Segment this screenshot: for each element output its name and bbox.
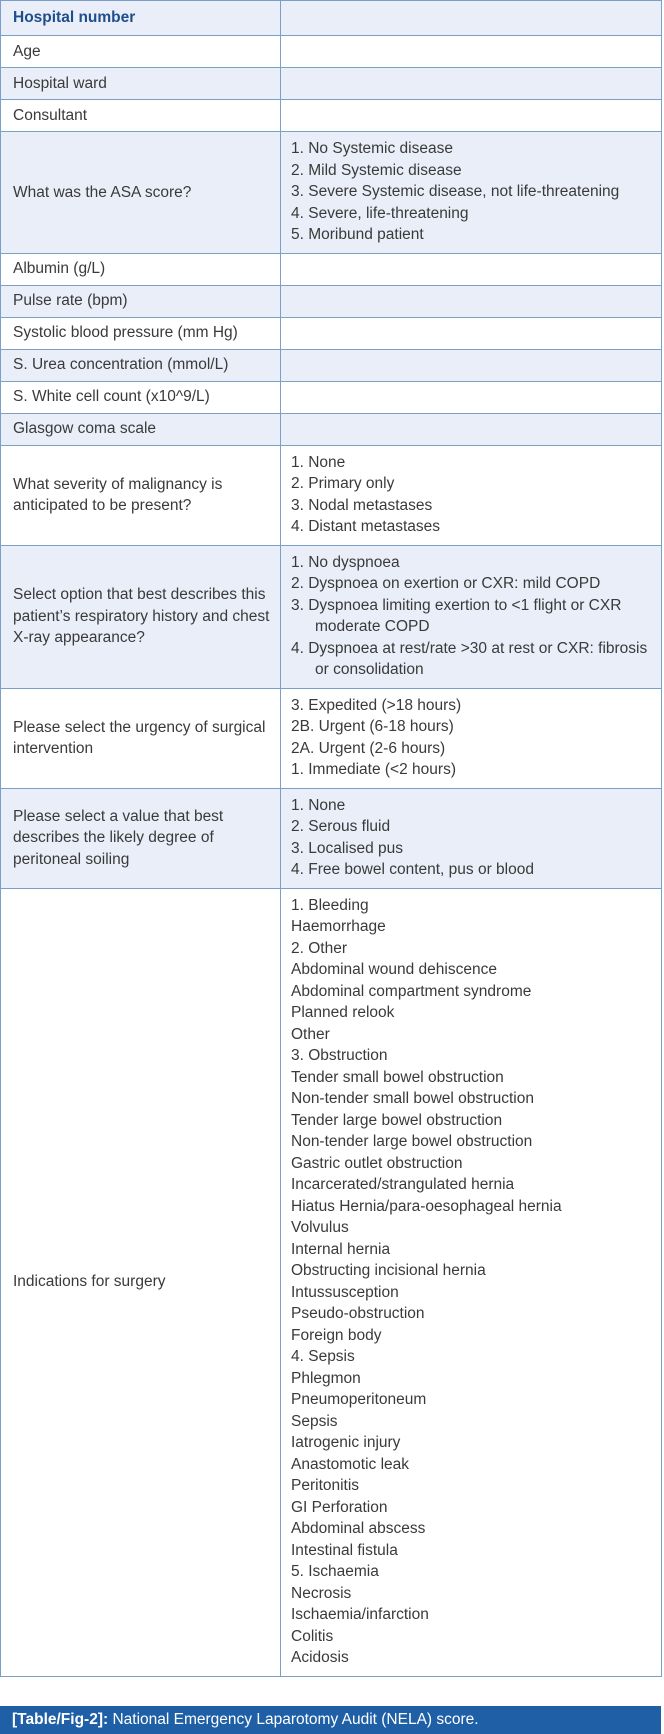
table-row xyxy=(1,545,662,688)
option-item: 2A. Urgent (2-6 hours) xyxy=(291,739,446,757)
option-item: Abdominal abscess xyxy=(291,1520,426,1537)
option-item: 5. Ischaemia xyxy=(291,1563,379,1580)
option-item: Non-tender small bowel obstruction xyxy=(291,1090,534,1107)
row-options xyxy=(281,688,662,788)
option-item: Abdominal compartment syndrome xyxy=(291,982,532,1000)
table-row xyxy=(1,349,662,381)
table-row xyxy=(1,317,662,349)
row-value xyxy=(281,36,662,68)
option-item: Peritonitis xyxy=(291,1477,360,1494)
table-row xyxy=(1,285,662,317)
table-row xyxy=(1,100,662,132)
option-item: Phlegmon xyxy=(291,1369,361,1387)
option-item: 1. No Systemic disease xyxy=(291,140,453,157)
header-label: Hospital number xyxy=(1,1,281,36)
table-row xyxy=(1,253,662,285)
option-item: Internal hernia xyxy=(291,1240,391,1258)
row-options xyxy=(281,788,662,888)
option-item: 2. Serous fluid xyxy=(291,818,391,835)
option-item: Pneumoperitoneum xyxy=(291,1391,427,1408)
row-value xyxy=(281,285,662,317)
row-value xyxy=(281,68,662,100)
option-item: Tender large bowel obstruction xyxy=(291,1111,503,1129)
option-item: 2. Dyspnoea on exertion or CXR: mild COPD xyxy=(291,575,601,592)
table-row xyxy=(1,788,662,888)
row-options xyxy=(281,132,662,254)
option-item: Obstructing incisional hernia xyxy=(291,1262,486,1279)
option-item: 4. Dyspnoea at rest/rate >30 at rest or CXR: fibrosis or consolidation xyxy=(291,639,648,678)
option-item: 5. Moribund patient xyxy=(291,226,424,243)
caption-tag: [Table/Fig-2]: xyxy=(12,1711,109,1728)
table-row xyxy=(1,445,662,545)
option-item: Anastomotic leak xyxy=(291,1455,410,1473)
option-item: Sepsis xyxy=(291,1412,338,1430)
table-row xyxy=(1,36,662,68)
option-item: GI Perforation xyxy=(291,1498,388,1516)
row-label: What was the ASA score? xyxy=(1,132,281,254)
option-item: Intestinal fistula xyxy=(291,1541,398,1559)
option-item: 4. Sepsis xyxy=(291,1348,355,1365)
option-item: Iatrogenic injury xyxy=(291,1434,401,1451)
row-options xyxy=(281,888,662,1676)
row-label: Age xyxy=(1,36,281,68)
row-value xyxy=(281,381,662,413)
caption-text: National Emergency Laparotomy Audit (NELA) score. xyxy=(108,1711,479,1728)
row-label: Hospital ward xyxy=(1,68,281,100)
option-item: 1. No dyspnoea xyxy=(291,553,400,571)
row-label: Please select a value that best describes the likely degree of peritoneal soiling xyxy=(1,788,281,888)
row-label: Select option that best describes this patient’s respiratory history and chest X-ray appearance? xyxy=(1,545,281,688)
table-row xyxy=(1,381,662,413)
option-item: Necrosis xyxy=(291,1584,352,1602)
table-caption xyxy=(0,1706,661,1734)
option-item: 3. Nodal metastases xyxy=(291,496,433,514)
option-item: Incarcerated/strangulated hernia xyxy=(291,1176,515,1193)
option-item: 1. Bleeding xyxy=(291,896,369,914)
table-row xyxy=(1,132,662,254)
option-item: 3. Obstruction xyxy=(291,1047,388,1064)
option-item: Volvulus xyxy=(291,1219,349,1236)
option-item: 3. Expedited (>18 hours) xyxy=(291,696,462,714)
option-item: Ischaemia/infarction xyxy=(291,1606,429,1623)
row-label: Pulse rate (bpm) xyxy=(1,285,281,317)
row-label: Glasgow coma scale xyxy=(1,413,281,445)
option-item: Planned relook xyxy=(291,1004,395,1021)
option-item: 2. Mild Systemic disease xyxy=(291,161,462,179)
table-row xyxy=(1,413,662,445)
option-item: Pseudo-obstruction xyxy=(291,1305,425,1322)
row-label: Systolic blood pressure (mm Hg) xyxy=(1,317,281,349)
row-label: Consultant xyxy=(1,100,281,132)
option-item: Gastric outlet obstruction xyxy=(291,1154,463,1172)
row-value xyxy=(281,349,662,381)
row-value xyxy=(281,100,662,132)
option-item: 1. Immediate (<2 hours) xyxy=(291,761,456,778)
option-item: 2B. Urgent (6-18 hours) xyxy=(291,718,454,735)
row-label: Albumin (g/L) xyxy=(1,253,281,285)
option-item: 2. Other xyxy=(291,939,347,957)
table-row xyxy=(1,888,662,1676)
row-options xyxy=(281,545,662,688)
row-label: S. Urea concentration (mmol/L) xyxy=(1,349,281,381)
option-item: Foreign body xyxy=(291,1326,382,1344)
option-item: 1. None xyxy=(291,796,346,814)
option-item: Colitis xyxy=(291,1627,334,1645)
table-row xyxy=(1,688,662,788)
row-label: S. White cell count (x10^9/L) xyxy=(1,381,281,413)
option-item: 2. Primary only xyxy=(291,475,395,492)
table-header-row xyxy=(1,1,662,36)
row-value xyxy=(281,317,662,349)
row-value xyxy=(281,253,662,285)
option-item: Hiatus Hernia/para-oesophageal hernia xyxy=(291,1197,562,1215)
table-row xyxy=(1,68,662,100)
option-item: Tender small bowel obstruction xyxy=(291,1068,504,1086)
option-item: 1. None xyxy=(291,453,346,471)
option-item: 3. Severe Systemic disease, not life-threatening xyxy=(291,183,620,200)
row-label: Indications for surgery xyxy=(1,888,281,1676)
option-item: Other xyxy=(291,1025,330,1043)
option-item: Acidosis xyxy=(291,1649,349,1666)
option-item: 4. Distant metastases xyxy=(291,518,441,535)
option-item: Haemorrhage xyxy=(291,918,386,935)
option-item: 4. Severe, life-threatening xyxy=(291,204,469,222)
row-label: What severity of malignancy is anticipated to be present? xyxy=(1,445,281,545)
row-value xyxy=(281,413,662,445)
option-item: Intussusception xyxy=(291,1283,399,1301)
option-item: Non-tender large bowel obstruction xyxy=(291,1133,533,1150)
option-item: 3. Localised pus xyxy=(291,839,404,857)
row-options xyxy=(281,445,662,545)
row-label: Please select the urgency of surgical intervention xyxy=(1,688,281,788)
option-item: 3. Dyspnoea limiting exertion to <1 flight or CXR moderate COPD xyxy=(291,596,622,635)
header-value xyxy=(281,1,662,36)
option-item: 4. Free bowel content, pus or blood xyxy=(291,861,534,878)
option-item: Abdominal wound dehiscence xyxy=(291,961,497,978)
